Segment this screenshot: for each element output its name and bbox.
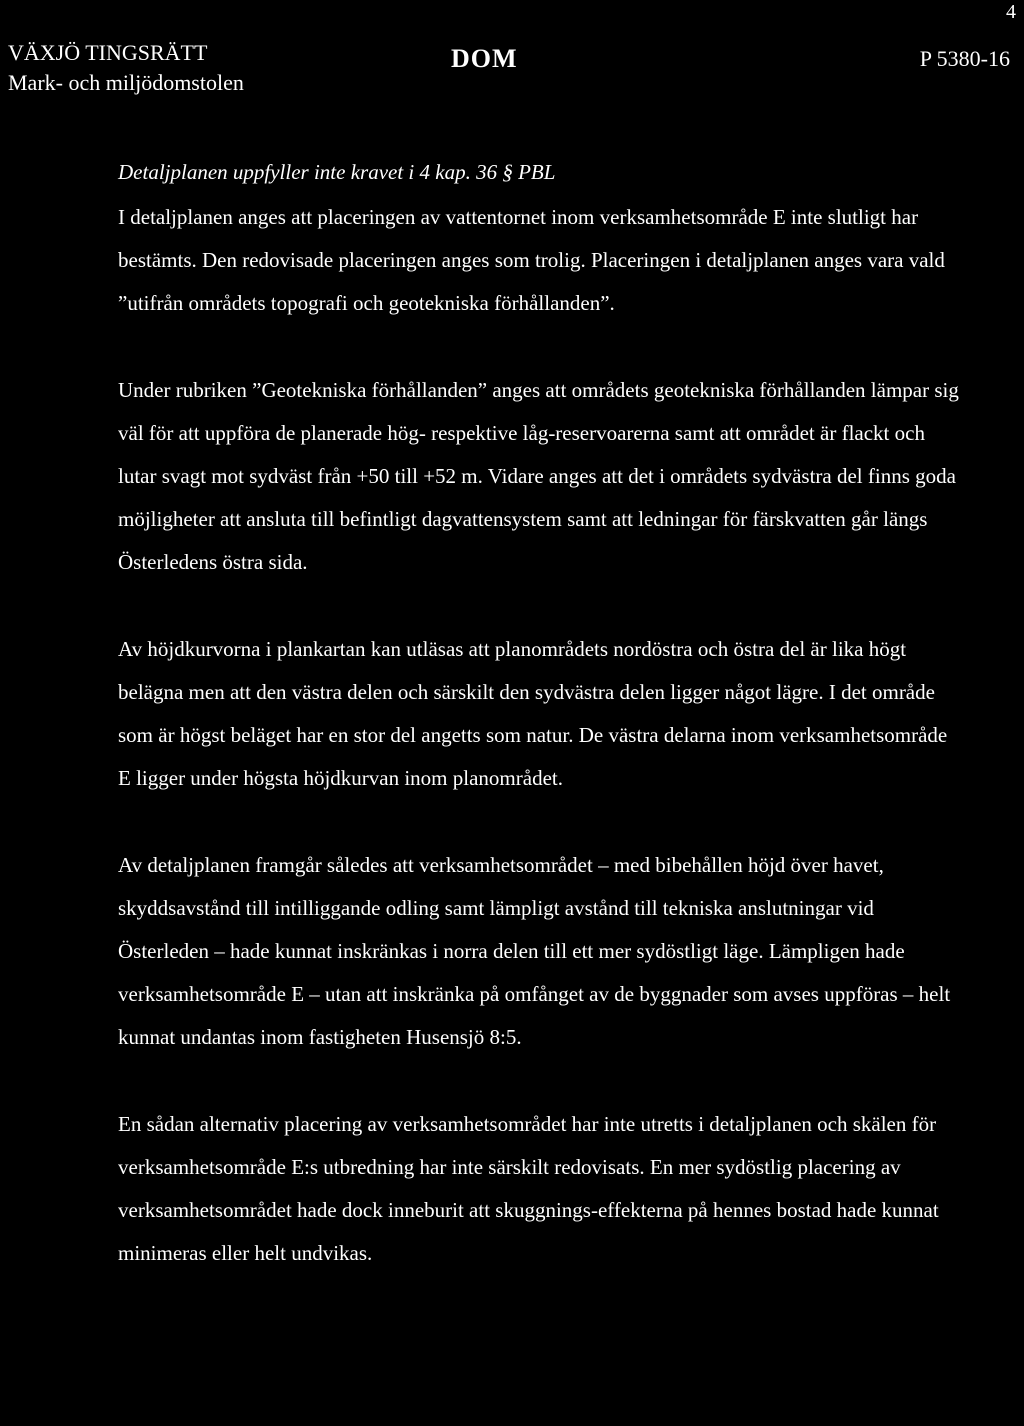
court-division: Mark- och miljödomstolen bbox=[8, 70, 244, 95]
paragraph-3: Av höjdkurvorna i plankartan kan utläsas att planområdets nordöstra och östra del är lika högt belägna men att den västra delen och särskilt den sydvästra delen ligger något lägre. I det område som är högst beläget har en stor del angetts som natur. De västra delarna inom verksamhetsområde E ligger under högsta höjdkurvan inom planområdet. bbox=[118, 637, 948, 790]
document-type: DOM bbox=[451, 44, 518, 73]
paragraph-2: Under rubriken ”Geotekniska förhållanden” anges att områdets geotekniska förhållanden lämpar sig väl för att uppföra de planerade hög- respektive låg-reservoarerna samt att området är flackt och lutar svagt mot sydväst från +50 till +52 m. Vidare anges att det i områdets sydvästra del finns goda möjligheter att ansluta till befintligt dagvattensystem samt att ledningar för färskvatten går längs Österledens östra sida. bbox=[118, 378, 959, 574]
document-body bbox=[118, 156, 963, 1275]
court-name: VÄXJÖ TINGSRÄTT bbox=[8, 40, 208, 65]
paragraph-1: I detaljplanen anges att placeringen av vattentornet inom verksamhetsområde E inte slutligt har bestämts. Den redovisade placeringen anges som trolig. Placeringen i detaljplanen anges vara vald ”utifrån områdets topografi och geotekniska förhållanden”. bbox=[118, 205, 945, 315]
paragraph-5: En sådan alternativ placering av verksamhetsområdet har inte utretts i detaljplanen och skälen för verksamhetsområde E:s utbredning har inte särskilt redovisats. En mer sydöstlig placering av verksamhetsområdet hade dock inneburit att skuggnings-effekterna på hennes bostad hade kunnat minimeras eller helt undvikas. bbox=[118, 1112, 939, 1265]
court-block bbox=[8, 38, 244, 98]
paragraph-4: Av detaljplanen framgår således att verksamhetsområdet – med bibehållen höjd över havet, skyddsavstånd till intilliggande odling samt lämpligt avstånd till tekniska anslutningar vid Österleden – hade kunnat inskränkas i norra delen till ett mer sydöstligt läge. Lämpligen hade verksamhetsområde E – utan att inskränka på omfånget av de byggnader som avses uppföras – helt kunnat undantas inom fastigheten Husensjö 8:5. bbox=[118, 853, 951, 1049]
case-number: P 5380-16 bbox=[919, 46, 1010, 71]
section-heading: Detaljplanen uppfyller inte kravet i 4 kap. 36 § PBL bbox=[118, 160, 556, 184]
page-number: 4 bbox=[1006, 1, 1016, 23]
